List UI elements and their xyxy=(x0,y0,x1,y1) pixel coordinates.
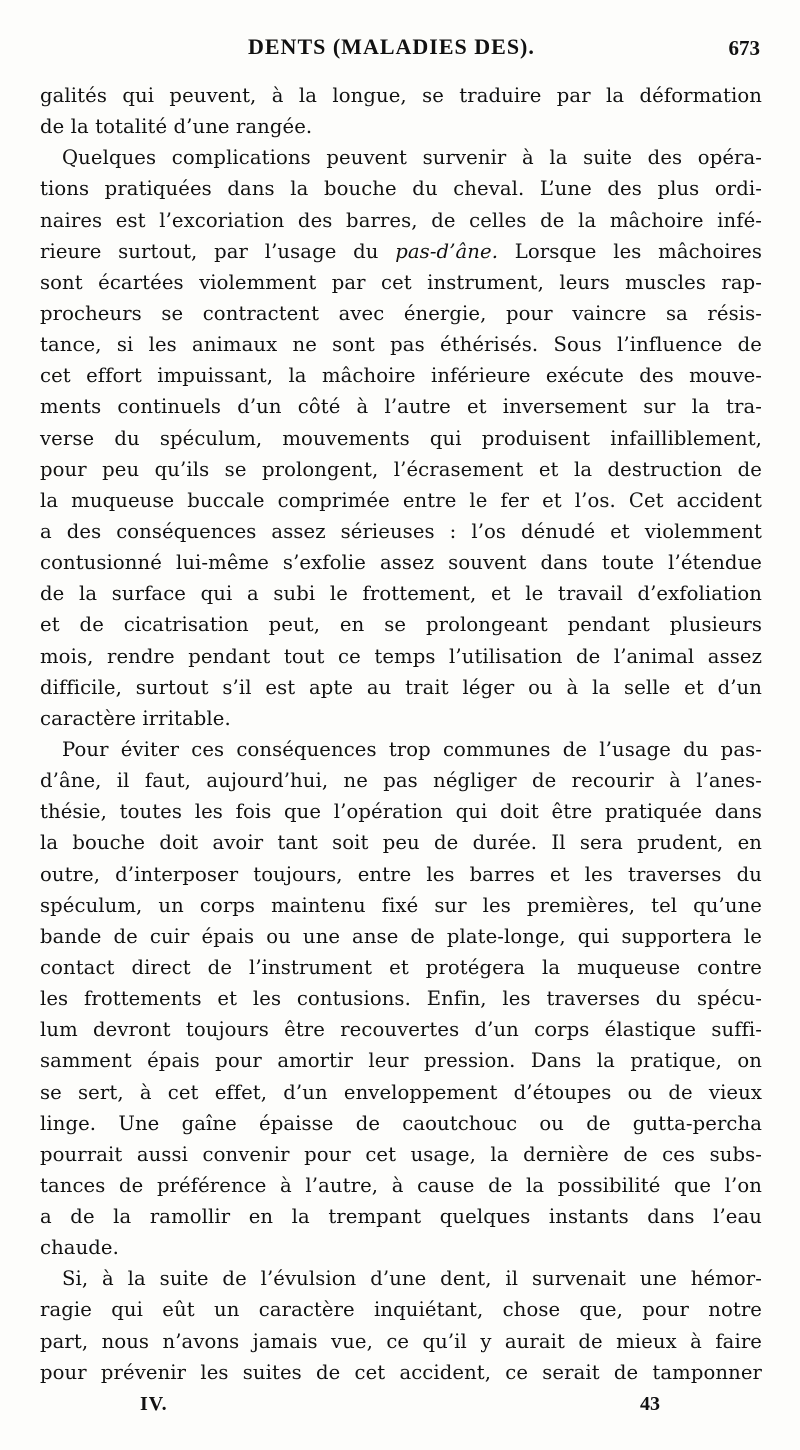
text-line: lum devront toujours être recouvertes d’un corps élastique suffi- xyxy=(40,1018,762,1042)
text-line-with-italic xyxy=(40,236,762,267)
body-text xyxy=(40,80,762,1388)
text-line: ments continuels d’un côté à l’autre et inversement sur la tra- xyxy=(40,395,762,419)
text-line: contusionné lui-même s’exfolie assez souvent dans toute l’étendue xyxy=(40,551,762,575)
text-line: difficile, surtout s’il est apte au trait léger ou à la selle et d’un xyxy=(40,675,762,699)
text-line: sont écartées violemment par cet instrument, leurs muscles rap- xyxy=(40,270,762,294)
text-line: tances de préférence à l’autre, à cause de la possibilité que l’on xyxy=(40,1173,762,1197)
paragraph-start-line: Quelques complications peuvent survenir à la suite des opéra- xyxy=(62,146,762,170)
text-line: la muqueuse buccale comprimée entre le fer et l’os. Cet accident xyxy=(40,488,762,512)
text-line: verse du spéculum, mouvements qui produisent infailliblement, xyxy=(40,426,762,450)
running-title: DENTS (MALADIES DES). xyxy=(248,34,535,59)
text-line: thésie, toutes les fois que l’opération qui doit être pratiquée dans xyxy=(40,800,762,824)
text-line: pour peu qu’ils se prolongent, l’écrasement et la destruction de xyxy=(40,457,762,481)
text-line: contact direct de l’instrument et protégera la muqueuse contre xyxy=(40,955,762,979)
text-line: les frottements et les contusions. Enfin, les traverses du spécu- xyxy=(40,987,762,1011)
text-line: cet effort impuissant, la mâchoire inférieure exécute des mouve- xyxy=(40,364,762,388)
page-number: 673 xyxy=(728,36,760,60)
text-line: a des conséquences assez sérieuses : l’os dénudé et violemment xyxy=(40,519,762,543)
text-line: procheurs se contractent avec énergie, pour vaincre sa résis- xyxy=(40,301,762,325)
text-line: tance, si les animaux ne sont pas éthérisés. Sous l’influence de xyxy=(40,333,762,357)
sheet-number: 43 xyxy=(640,1393,660,1415)
text-line: linge. Une gaîne épaisse de caoutchouc ou de gutta-percha xyxy=(40,1111,762,1135)
text-line: de la surface qui a subi le frottement, et le travail d’exfoliation xyxy=(40,582,762,606)
text-line: samment épais pour amortir leur pression. Dans la pratique, on xyxy=(40,1049,762,1073)
italic-term: pas-d’âne. xyxy=(395,239,499,263)
text-line: galités qui peuvent, à la longue, se traduire par la déformation xyxy=(40,84,762,107)
text-line: d’âne, il faut, aujourd’hui, ne pas négliger de recourir à l’anes- xyxy=(40,769,762,793)
text-line: pourrait aussi convenir pour cet usage, la dernière de ces subs- xyxy=(40,1142,762,1166)
text-run: Lorsque les mâchoires xyxy=(498,239,762,263)
text-line: ragie qui eût un caractère inquiétant, chose que, pour notre xyxy=(40,1298,762,1322)
text-line: caractère irritable. xyxy=(40,706,231,730)
signature-mark: IV. xyxy=(140,1393,168,1415)
text-line: se sert, à cet effet, d’un enveloppement d’étoupes ou de vieux xyxy=(40,1080,762,1104)
text-line: bande de cuir épais ou une anse de plate-longe, qui supportera le xyxy=(40,924,762,948)
page-footer xyxy=(0,1393,800,1423)
running-head xyxy=(0,34,800,64)
text-line: mois, rendre pendant tout ce temps l’utilisation de l’animal assez xyxy=(40,644,762,668)
text-line: spéculum, un corps maintenu fixé sur les premières, tel qu’une xyxy=(40,893,762,917)
text-line: part, nous n’avons jamais vue, ce qu’il y aurait de mieux à faire xyxy=(40,1329,762,1353)
text-line: tions pratiquées dans la bouche du cheval. L’une des plus ordi- xyxy=(40,177,762,201)
text-line: la bouche doit avoir tant soit peu de durée. Il sera prudent, en xyxy=(40,831,762,855)
paragraph-start-line: Si, à la suite de l’évulsion d’une dent, il survenait une hémor- xyxy=(62,1267,762,1291)
text-line: outre, d’interposer toujours, entre les barres et les traverses du xyxy=(40,862,762,886)
text-run: rieure surtout, par l’usage du xyxy=(40,239,396,263)
text-line: pour prévenir les suites de cet accident, ce serait de tamponner xyxy=(40,1360,762,1384)
text-line: naires est l’excoriation des barres, de celles de la mâchoire infé- xyxy=(40,208,762,232)
text-line: et de cicatrisation peut, en se prolongeant pendant plusieurs xyxy=(40,613,762,637)
paragraph-start-line: Pour éviter ces conséquences trop communes de l’usage du pas- xyxy=(62,737,762,761)
text-line: a de la ramollir en la trempant quelques instants dans l’eau xyxy=(40,1205,762,1229)
text-line: de la totalité d’une rangée. xyxy=(40,115,313,139)
text-line: chaude. xyxy=(40,1236,119,1260)
